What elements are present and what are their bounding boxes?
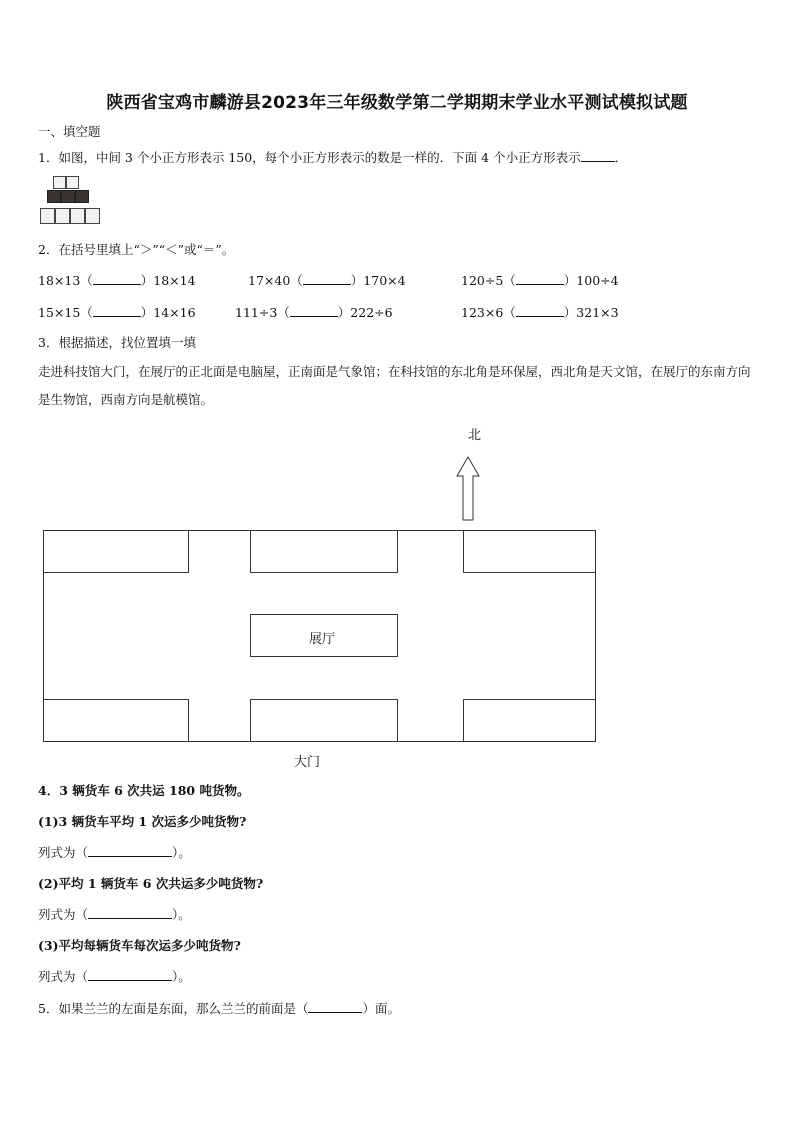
museum-map [43, 530, 596, 742]
room-south [250, 699, 398, 742]
answer-blank [581, 149, 615, 162]
question-3-text: 3．根据描述，找位置填一填 [38, 335, 196, 350]
question-1-text: 1．如图，中间 3 个小正方形表示 150，每个小正方形表示的数是一样的．下面 4 个小正方形表示 [38, 150, 581, 165]
square-highlighted [75, 190, 89, 203]
room-northwest [43, 530, 189, 573]
answer-blank [308, 1000, 362, 1013]
question-4-sub1: (1)3 辆货车平均 1 次运多少吨货物? [38, 814, 247, 829]
compare-item: 15×15（ ）14×16 [38, 305, 196, 320]
room-southeast [463, 699, 596, 742]
answer-blank [516, 272, 564, 285]
section-heading: 一、填空题 [38, 124, 101, 139]
north-arrow-icon [455, 456, 481, 522]
square [55, 208, 70, 224]
answer-blank [93, 304, 141, 317]
gate-label: 大门 [294, 755, 321, 770]
hall-label: 展厅 [309, 632, 336, 647]
compare-item: 120÷5（ ）100÷4 [461, 273, 619, 288]
square-highlighted [47, 190, 61, 203]
square [70, 208, 85, 224]
room-northeast [463, 530, 596, 573]
formula-line: 列式为（ ）。 [38, 969, 191, 984]
question-4-sub3: (3)平均每辆货车每次运多少吨货物? [38, 938, 241, 953]
answer-blank [88, 906, 172, 919]
answer-blank [516, 304, 564, 317]
page-title: 陕西省宝鸡市麟游县2023年三年级数学第二学期期末学业水平测试模拟试题 [106, 93, 688, 113]
question-4-text: 4．3 辆货车 6 次共运 180 吨货物。 [38, 783, 250, 798]
compare-item: 18×13（ ）18×14 [38, 273, 196, 288]
square-highlighted [61, 190, 75, 203]
squares-figure [40, 176, 104, 226]
question-3-description: 走进科技馆大门，在展厅的正北面是电脑屋，正南面是气象馆；在科技馆的东北角是环保屋，西北角是天文馆，在展厅的东南方向是生物馆，西南方向是航模馆。 [38, 364, 751, 407]
answer-blank [88, 844, 172, 857]
compare-item: 17×40（ ）170×4 [248, 273, 406, 288]
room-north [250, 530, 398, 573]
square [66, 176, 79, 189]
formula-line: 列式为（ ）。 [38, 845, 191, 860]
question-4-sub2: (2)平均 1 辆货车 6 次共运多少吨货物? [38, 876, 264, 891]
compare-item: 123×6（ ）321×3 [461, 305, 619, 320]
question-5: 5．如果兰兰的左面是东面，那么兰兰的前面是（ ）面。 [38, 1001, 400, 1016]
room-southwest [43, 699, 189, 742]
answer-blank [303, 272, 351, 285]
square [53, 176, 66, 189]
square [85, 208, 100, 224]
compare-item: 111÷3（ ）222÷6 [235, 305, 393, 320]
square [40, 208, 55, 224]
answer-blank [93, 272, 141, 285]
question-1: 1．如图，中间 3 个小正方形表示 150，每个小正方形表示的数是一样的．下面 4 个小正方形表示 ． [38, 150, 628, 165]
north-label: 北 [468, 428, 482, 443]
formula-line: 列式为（ ）。 [38, 907, 191, 922]
answer-blank [290, 304, 338, 317]
question-2-text: 2．在括号里填上“＞”“＜”或“＝”。 [38, 242, 235, 257]
answer-blank [88, 968, 172, 981]
